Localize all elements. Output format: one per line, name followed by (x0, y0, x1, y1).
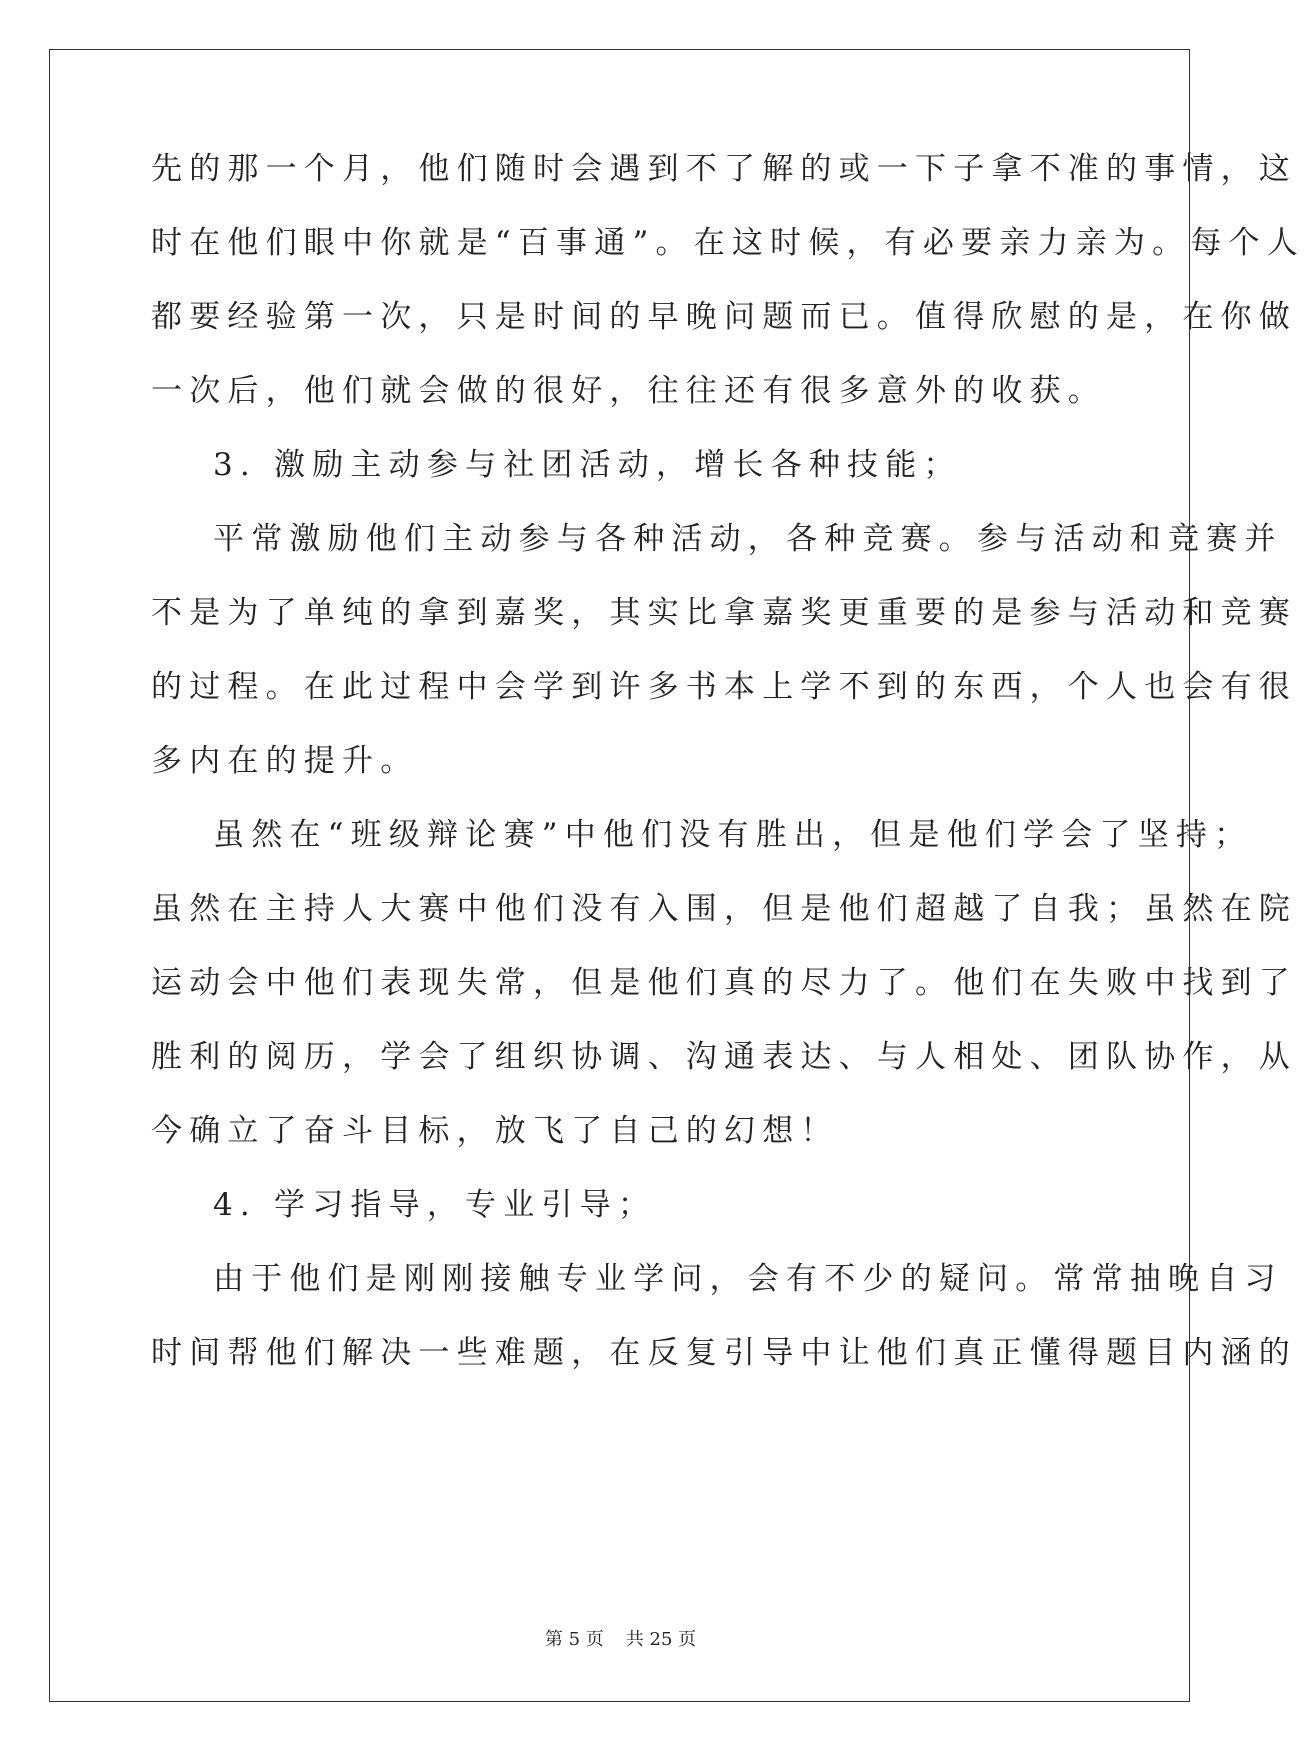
paragraph-line: 的过程。在此过程中会学到许多书本上学不到的东西，个人也会有很 (151, 669, 1297, 705)
page-number: 第 5 页 (544, 1629, 604, 1650)
paragraph-line: 运动会中他们表现失常，但是他们真的尽力了。他们在失败中找到了 (151, 965, 1297, 1001)
paragraph-line: 时间帮他们解决一些难题，在反复引导中让他们真正懂得题目内涵的 (151, 1335, 1297, 1371)
paragraph-line: 虽然在主持人大赛中他们没有入围，但是他们超越了自我；虽然在院 (151, 891, 1297, 927)
paragraph-line: 都要经验第一次，只是时间的早晚问题而已。值得欣慰的是，在你做 (151, 299, 1297, 335)
paragraph-line: 一次后，他们就会做的很好，往往还有很多意外的收获。 (151, 373, 1106, 409)
paragraph-line: 不是为了单纯的拿到嘉奖，其实比拿嘉奖更重要的是参与活动和竞赛 (151, 595, 1297, 631)
paragraph-line: 先的那一个月，他们随时会遇到不了解的或一下子拿不准的事情，这 (151, 151, 1297, 187)
paragraph-line: 时在他们眼中你就是“百事通”。在这时候，有必要亲力亲为。每个人 (151, 225, 1305, 261)
paragraph-line: 由于他们是刚刚接触专业学问，会有不少的疑问。常常抽晚自习 (213, 1261, 1283, 1297)
section-heading: 4. 学习指导，专业引导； (213, 1187, 657, 1223)
section-heading: 3. 激励主动参与社团活动，增长各种技能； (213, 447, 962, 483)
paragraph-line: 平常激励他们主动参与各种活动，各种竞赛。参与活动和竞赛并 (213, 521, 1283, 557)
paragraph-line: 虽然在“班级辩论赛”中他们没有胜出，但是他们学会了坚持； (213, 817, 1253, 853)
paragraph-line: 胜利的阅历，学会了组织协调、沟通表达、与人相处、团队协作，从 (151, 1039, 1297, 1075)
total-pages: 共 25 页 (625, 1629, 697, 1650)
paragraph-line: 多内在的提升。 (151, 743, 419, 779)
paragraph-line: 今确立了奋斗目标，放飞了自己的幻想！ (151, 1113, 839, 1149)
page-footer (0, 1628, 1241, 1652)
